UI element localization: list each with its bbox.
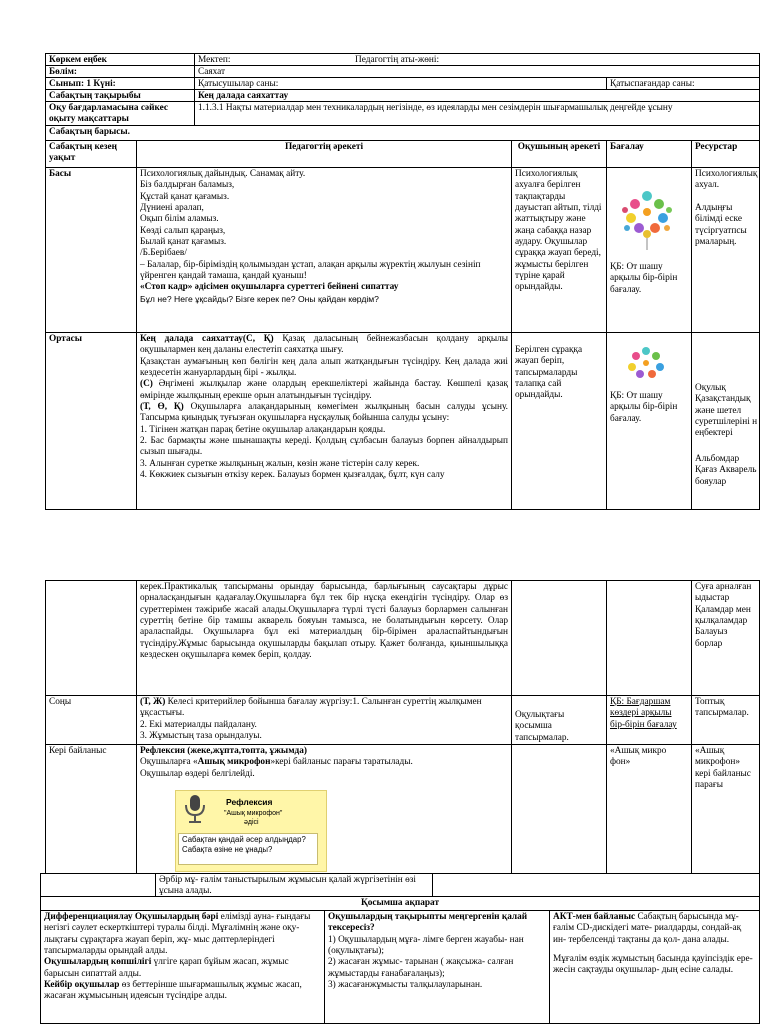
start-line: Біз балдырған баламыз, — [140, 180, 235, 191]
present-label: Қатысушылар саны: — [194, 77, 607, 90]
middle-step: 1. Тігінен жатқан парақ бетіне оқушылар алақандарын қояды. — [140, 424, 386, 435]
reflection-questions — [178, 833, 318, 865]
start-line: Құстай қанат қағамыз. — [140, 191, 230, 202]
middle-cont-assess — [606, 580, 692, 696]
stage-start: Басы — [45, 167, 137, 333]
end-resources: Топтық тапсырмалар. — [691, 695, 760, 745]
middle-resources-2: Альбомдар Қағаз Акварель бояулар — [695, 454, 757, 487]
extra-col2-title: Оқушылардың тақырыпты меңгергенін қалай тексересіз? — [328, 912, 528, 934]
col-teacher-header: Педагогтің әрекеті — [136, 140, 512, 168]
extra-col1-p1 — [44, 912, 321, 957]
end-teacher — [136, 695, 512, 745]
middle-intro-text: Қазақ даласының бейнежазбасын қолдану арқылы оқушылармен кең даланы елестетіп саяхатқа шығу. — [140, 334, 508, 356]
col-student-header: Оқушының әрекеті — [511, 140, 607, 168]
reflection-q2: Сабақта өзіне не ұнады? — [182, 844, 273, 854]
start-assess — [606, 167, 692, 333]
middle-p3 — [140, 379, 508, 402]
feedback-resources: «Ашық микрофон» кері байланыс парағы — [691, 744, 760, 874]
start-method-bold: «Стоп кадр» әдісімен оқушыларға суреттегі бейнені сипаттау — [140, 282, 399, 293]
middle-assess — [606, 332, 692, 510]
extra-col1-bold3: Кейбір оқушылар — [44, 979, 120, 990]
middle-intro-bold: Кең далада саяхаттау(С, Қ) — [140, 334, 274, 344]
microphone-icon — [180, 793, 210, 825]
end-bold: (Т, Ж) — [140, 697, 166, 707]
middle-cont-resources: Суға арналған ыдыстар Қаламдар мен қылқаламдар Балауыз борлар — [691, 580, 760, 696]
middle-student: Берілген сұраққа жауап беріп, тапсырмаларды талапқа сай орындайды. — [511, 332, 607, 510]
feedback-l2c: »кері байланыс парағы таратылады. — [270, 757, 413, 768]
topic-label: Сабақтың тақырыбы — [45, 89, 195, 102]
start-teacher — [136, 167, 512, 333]
section-value: Саяхат — [194, 65, 760, 78]
feedback-line — [140, 757, 508, 768]
footer-note-left — [40, 873, 156, 897]
middle-assess-text: ҚБ: От шашу арқылы бір-бірін бағалау. — [610, 391, 678, 424]
middle-resources — [691, 332, 760, 510]
reflection-q1: Сабақтан қандай әсер алдыңдар? — [182, 835, 306, 844]
feedback-teacher — [136, 744, 512, 874]
extra-col1-p2 — [44, 957, 321, 980]
end-student: Оқулықтағы қосымша тапсырмалар. — [511, 695, 607, 745]
stage-middle: Ортасы — [45, 332, 137, 510]
class-label: Сынып: 1 Күні: — [45, 77, 195, 90]
col-stage-header: Сабақтың кезең уақыт — [45, 140, 137, 168]
extra-col1 — [40, 910, 325, 1024]
extra-col2-l2: 2) жасаған жұмыс- тарынан ( жақсыжа- салған жұмыстарды ғанабағалаңыз); — [328, 957, 514, 979]
middle-step: 2. Бас бармақты және шынашақты кереді. Қолдың сұлбасын балауыз борпен айналдырып сызып шығады. — [140, 435, 508, 458]
middle-cont-stage — [45, 580, 137, 696]
middle-step: 4. Көкжиек сызығын өткізу керек. Балауыз бормен қызғалдақ, бұлт, күн салу — [140, 469, 445, 480]
end-line: 3. Жұмыстың таза орындалуы. — [140, 730, 262, 741]
middle-resources-1: Оқулық Қазақстандық және шетел суретшілеріні н еңбектері — [695, 383, 758, 439]
stage-end: Соңы — [45, 695, 137, 745]
middle-p4 — [140, 402, 508, 425]
feedback-assess: «Ашық микро фон» — [606, 744, 692, 874]
middle-cont-teacher: керек.Практикалық тапсырманы орындау барысында, барлығының саусақтары дұрыс орналасқандығын қадағалау.Оқушыларға бұл тек бір нұсқа екендігін түсіндіру. Олар өз суреттерімен тәжірибе жасай алады.Оқушыларға түрлі түсті балауыз борлармен салынған суреттің бетіне бір тамшы акварель бояуын тамызса, не болатындығын көрсету. Олар араласпайды. Оқушыларға бұл екі материалдың бір-бірімен араласпайтындығын түсіндіру.Жұмыс барысында оқушыларды бақылап отыру. Қажет болғанда, қиыншылыққа кездескен оқушыларға көмек беріп, қолдау. — [136, 580, 512, 696]
reflection-card-sub2: әдісі — [244, 819, 259, 826]
feedback-title: Рефлексия (жеке,жұпта,топта, ұжымда) — [140, 746, 307, 756]
middle-p3-text: Әңгімені жылқылар және олардың ерекшеліктері жайында бастау. Көшпелі қазақ өмірінде жылқының ерекше орын алатындығын түсіндіру. — [140, 379, 508, 401]
col-resources-header: Ресурстар — [691, 140, 760, 168]
section-label: Бөлім: — [45, 65, 195, 78]
end-line — [140, 697, 508, 720]
extra-col3-t1: Сабақтың барысында мұ- ғалім CD-дискідегі мате- риалдарды, сондай-ақ ин- тербелсенді тақтаны да қол- дана алады. — [553, 912, 742, 945]
extra-col2-l3: 3) жасағанжұмысты талқылауларынан. — [328, 979, 483, 990]
extra-title: Қосымша ақпарат — [40, 896, 760, 911]
extra-col3-bold: АКТ-мен байланыс — [553, 912, 636, 922]
middle-teacher — [136, 332, 512, 510]
end-assess: ҚБ: Бағдаршам көздері арқылы бір-бірін бағалау — [606, 695, 692, 745]
start-line: Психологиялық дайындық. Санамақ айту. — [140, 169, 306, 179]
extra-col1-t1: елімізді ауна- ғындағы негізгі сәулет ескерткіштері туралы білді. Мұғалімнің және оқу- лықтағы сұрақтарға жауап беріп, жұ- мыс дәптерлеріндегі тапсырмаларды орындай алды. — [44, 912, 311, 956]
teacher-name-label: Педагогтің аты-жөні: — [355, 55, 440, 65]
middle-p3-bold: (С) — [140, 379, 153, 390]
fireworks-image — [621, 343, 671, 383]
start-line: Көзді салып қараңыз, — [140, 225, 226, 236]
middle-cont-student — [511, 580, 607, 696]
middle-p4-text: Оқушыларға алақандарының көмегімен жылқының басын салуды ұсыну. Тапсырма қиындық туғызған оқушыларға нұсқаулық бойынша салуды ұсыну: — [140, 401, 508, 424]
extra-col3-t2: Мұғалім өздік жұмыстың басында қауіпсіздік ере- жесін сақтауды оқушылар- дың есіне салады. — [553, 953, 753, 976]
middle-step: 3. Алынған суретке жылқының жалын, көзін және тістерін салу керек. — [140, 458, 420, 469]
subject-label: Көркем еңбек — [45, 53, 195, 66]
school-label: Мектеп: — [198, 55, 231, 65]
start-student: Психологиялық ахуалға берілген тақпақтарды дауыстап айтып, тілді жаттықтыру және жаңа сабаққа назар аудару. Оқушылар сұраққа жауап береді, жұмысты берілген түріне қарай орындайды. — [511, 167, 607, 333]
extra-col3 — [549, 910, 760, 1024]
start-questions: Бұл не? Неге ұқсайды? Бізге керек пе? Оны қайдан көрдім? — [140, 293, 379, 304]
extra-col1-t2: үлгіге қарап бұйым жасап, жұмыс барысын сипаттай алды. — [44, 957, 289, 979]
col-assess-header: Бағалау — [606, 140, 692, 168]
start-line: – Балалар, бір-біріміздің қолымыздан ұстап, алақан арқылы жүректің жылуын сезініп үйренген қандай тамаша, қандай қуаныш! — [140, 259, 481, 281]
absent-label: Қатыспағандар саны: — [606, 77, 760, 90]
start-line: /Б.Берібаев/ — [140, 248, 187, 259]
footer-note: Әрбір мұ- ғалім таныстырылым жұмысын қалай жүргізетінін өзі ұсына алады. — [155, 873, 433, 897]
fireworks-image — [617, 182, 677, 252]
end-line: 2. Екі материалды пайдалану. — [140, 719, 257, 730]
start-line: Былай қанат қағамыз. — [140, 236, 227, 247]
extra-col1-bold1: Дифференциациялау Оқушылардың бәрі — [44, 912, 219, 922]
footer-note-right — [432, 873, 760, 897]
extra-col3-p1 — [553, 912, 756, 946]
middle-intro — [140, 334, 508, 357]
feedback-l2a: Оқушыларға « — [140, 757, 198, 768]
start-assess-text: ҚБ: От шашу арқылы бір-бірін бағалау. — [610, 262, 678, 295]
stage-feedback: Кері байланыс — [45, 744, 137, 874]
reflection-card-sub1: "Ашық микрофон" — [224, 810, 283, 817]
reflection-card-title: Рефлексия — [226, 797, 273, 807]
middle-p2: Қазақстан аумағының көп бөлігін кең дала алып жатқандығын түсіндіру. Кең далада жиі кездесетін жануарлардың бірі - жылқы. — [140, 356, 508, 378]
feedback-line: Оқушылар өздері белгілейді. — [140, 768, 255, 779]
goals-value: 1.1.3.1 Нақты материалдар мен техникалардың негізінде, өз идеяларды мен сезімдерін шығармашылық деңгейде ұсыну — [194, 101, 760, 126]
middle-p4-bold: (Т, Ө, Қ) — [140, 401, 184, 412]
reflection-card — [175, 790, 327, 872]
end-text: Келесі критерийлер бойынша бағалау жүргізу:1. Салынған суреттің жылқымен ұқсастығы. — [140, 697, 482, 719]
extra-col1-bold2: Оқушылардың көпшілігі — [44, 957, 152, 968]
topic-value: Кең далада саяхаттау — [194, 89, 760, 102]
extra-col1-t3: өз беттерінше шығармашылық жұмыс жасап, жасаған жұмысының идеясын түсіндіре алды. — [44, 979, 302, 1002]
feedback-student — [511, 744, 607, 874]
extra-col2-l1: 1) Оқушылардың мұға- лімге берген жауабы- нан (оқулықтағы); — [328, 934, 524, 956]
feedback-l2b: Ашық микрофон — [197, 757, 271, 768]
progress-label: Сабақтың барысы. — [45, 125, 760, 141]
start-line: Оқып білім аламыз. — [140, 214, 219, 225]
extra-col2 — [324, 910, 550, 1024]
goals-label: Оқу бағдарламасына сәйкес оқыту мақсаттары — [45, 101, 195, 126]
extra-col1-p3 — [44, 980, 321, 1003]
start-resources: Психологиялық ахуал. Алдыңғы білімді еске түсіргуатпсы рмаларың. — [691, 167, 760, 333]
start-line: Дүниені аралап, — [140, 202, 204, 213]
